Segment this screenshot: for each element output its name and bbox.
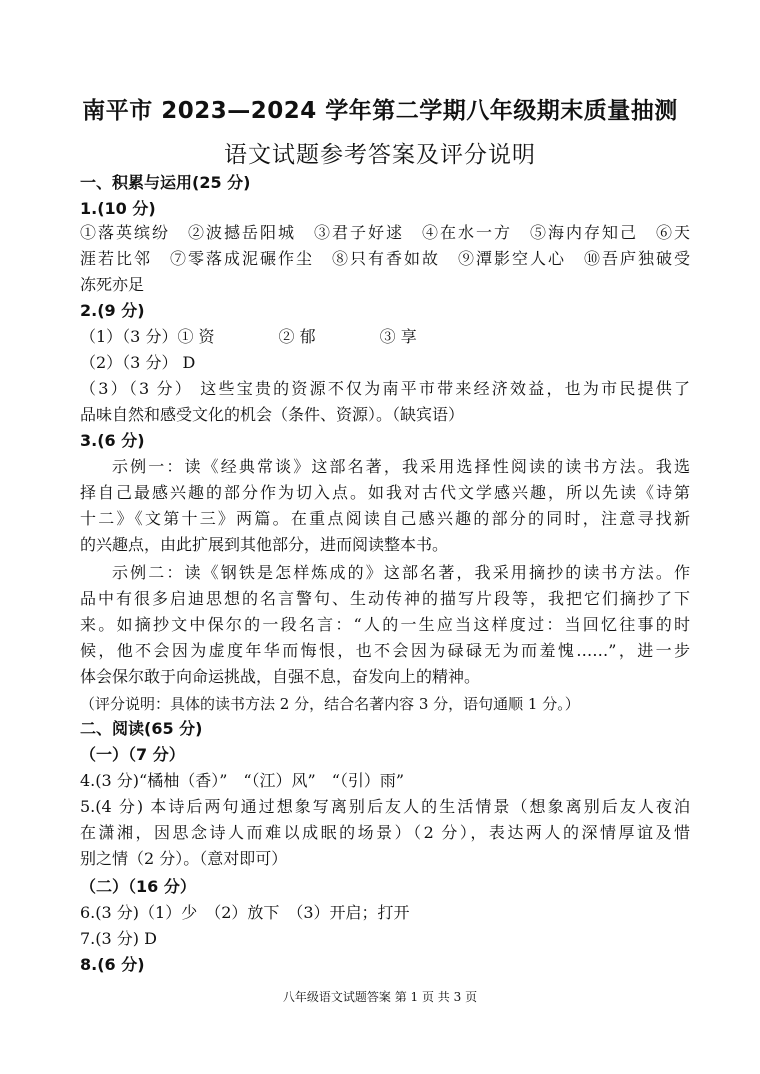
answer-line: 4.(3 分)“橘柚（香）” “（江）风” “（引）雨” <box>80 771 405 790</box>
answer-line: 体会保尔敢于向命运挑战，自强不息，奋发向上的精神。 <box>80 667 481 686</box>
page-subtitle: 语文试题参考答案及评分说明 <box>224 142 536 168</box>
answer-line: 示例二：读《钢铁是怎样炼成的》这部名著，我采用摘抄的读书方法。作 <box>112 563 690 582</box>
answer-line: （2）（3 分） D <box>80 353 196 372</box>
answer-line: （1）（3 分）① 资 ② 郁 ③ 享 <box>80 327 417 346</box>
question-8-heading: 8.(6 分) <box>80 955 145 974</box>
answer-line: （3）（3 分） 这些宝贵的资源不仅为南平市带来经济效益，也为市民提供了 <box>80 379 690 398</box>
question-1-heading: 1.(10 分) <box>80 199 156 218</box>
answer-line: 示例一：读《经典常谈》这部名著，我采用选择性阅读的读书方法。我选 <box>112 457 690 476</box>
answer-line: 7.(3 分) D <box>80 929 157 948</box>
answer-line: ①落英缤纷 ②波撼岳阳城 ③君子好逑 ④在水一方 ⑤海内存知己 ⑥天 <box>80 223 690 242</box>
answer-line: 在潇湘，因思念诗人而难以成眠的场景）（2 分），表达两人的深情厚谊及惜 <box>80 823 690 842</box>
question-2-heading: 2.(9 分) <box>80 301 145 320</box>
scoring-note: （评分说明：具体的读书方法 2 分，结合名著内容 3 分，语句通顺 1 分。） <box>80 695 580 713</box>
subsection-heading: （一）（7 分） <box>80 745 185 764</box>
answer-line: 5.(4 分) 本诗后两句通过想象写离别后友人的生活情景（想象离别后友人夜泊 <box>80 797 690 816</box>
answer-line: 别之情（2 分）。（意对即可） <box>80 849 288 868</box>
page-title: 南平市 2023—2024 学年第二学期八年级期末质量抽测 <box>82 98 678 124</box>
answer-line: 品味自然和感受文化的机会（条件、资源）。（缺宾语） <box>80 405 465 424</box>
answer-line: 涯若比邻 ⑦零落成泥碾作尘 ⑧只有香如故 ⑨潭影空人心 ⑩吾庐独破受 <box>80 249 690 268</box>
section-heading-1: 一、积累与运用(25 分) <box>80 173 251 192</box>
answer-line: 十二》《文第十三》两篇。在重点阅读自己感兴趣的部分的同时，注意寻找新 <box>80 509 690 528</box>
page-footer: 八年级语文试题答案 第 1 页 共 3 页 <box>282 990 478 1004</box>
answer-line: 品中有很多启迪思想的名言警句、生动传神的描写片段等，我把它们摘抄了下 <box>80 589 690 608</box>
answer-line: 冻死亦足 <box>80 275 145 294</box>
section-heading-2: 二、阅读(65 分) <box>80 719 203 738</box>
answer-line: 择自己最感兴趣的部分作为切入点。如我对古代文学感兴趣，所以先读《诗第 <box>80 483 690 502</box>
answer-line: 来。如摘抄文中保尔的一段名言：“人的一生应当这样度过：当回忆往事的时 <box>80 615 690 634</box>
answer-line: 的兴趣点，由此扩展到其他部分，进而阅读整本书。 <box>80 535 449 554</box>
answer-line: 6.(3 分)（1）少 （2）放下 （3）开启；打开 <box>80 903 410 922</box>
answer-line: 候，他不会因为虚度年华而悔恨，也不会因为碌碌无为而羞愧……”，进一步 <box>80 641 690 660</box>
subsection-heading: （二）（16 分） <box>80 877 196 896</box>
question-3-heading: 3.(6 分) <box>80 431 145 450</box>
